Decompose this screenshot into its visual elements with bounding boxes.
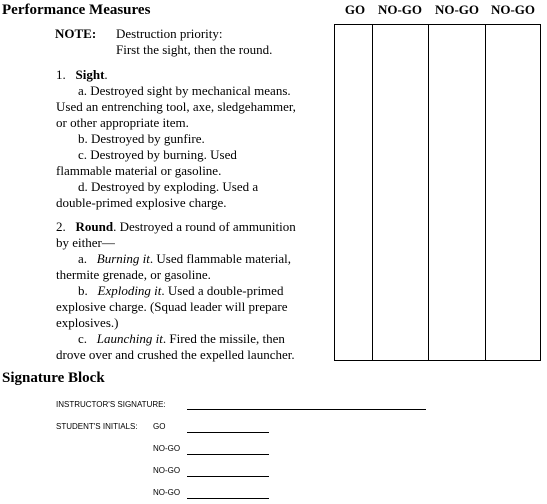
sight-heading: Sight	[75, 67, 105, 82]
sight-d-line-2: double-primed explosive charge.	[56, 195, 227, 210]
sight-a-line-2: Used an entrenching tool, axe, sledgehammer,	[56, 99, 296, 114]
round-b-line-2: explosive charge. (Squad leader will prepare	[56, 299, 288, 314]
round-c-italic: Launching it	[96, 331, 163, 346]
round-item	[56, 219, 296, 235]
round-b-italic: Exploding it	[97, 283, 162, 298]
student-nogo-line-3[interactable]	[187, 498, 269, 499]
student-go-label: GO	[153, 422, 166, 431]
sight-number: 1.	[56, 67, 66, 82]
column-header-nogo-1: NO-GO	[377, 2, 423, 17]
round-b-rest: . Used a double-primed	[161, 283, 284, 298]
round-c-rest: . Fired the missile, then	[162, 331, 285, 346]
note-line-1: Destruction priority:	[116, 26, 223, 41]
evaluation-grid	[334, 24, 541, 361]
sight-a-line-1: a. Destroyed sight by mechanical means.	[78, 83, 291, 98]
student-nogo-label-3: NO-GO	[153, 488, 181, 497]
round-b-line-1	[78, 283, 283, 299]
grid-divider	[428, 24, 429, 361]
sight-c-line-2: flammable material or gasoline.	[56, 163, 222, 178]
round-intro: . Destroyed a round of ammunition	[113, 219, 296, 234]
signature-block-title: Signature Block	[2, 370, 105, 386]
round-heading: Round	[75, 219, 114, 234]
sight-d-line-1: d. Destroyed by exploding. Used a	[78, 179, 259, 194]
note-label: NOTE:	[55, 26, 97, 41]
student-nogo-label-1: NO-GO	[153, 444, 181, 453]
column-header-nogo-3: NO-GO	[490, 2, 536, 17]
round-c-label: c.	[78, 331, 88, 346]
round-a-rest: . Used flammable material,	[149, 251, 292, 266]
round-a-label: a.	[78, 251, 88, 266]
round-a-line-2: thermite grenade, or gasoline.	[56, 267, 211, 282]
performance-measures-title: Performance Measures	[2, 2, 151, 18]
student-nogo-line-2[interactable]	[187, 476, 269, 477]
round-a-line-1	[78, 251, 291, 267]
instructor-signature-line[interactable]	[187, 409, 426, 410]
round-number: 2.	[56, 219, 66, 234]
grid-divider	[485, 24, 486, 361]
round-c-line-2: drove over and crushed the expelled launcher.	[56, 347, 295, 362]
round-c-line-1	[78, 331, 285, 347]
instructor-signature-label: INSTRUCTOR'S SIGNATURE:	[56, 400, 166, 409]
round-intro-line-2: by either—	[56, 235, 115, 250]
note-line-2: First the sight, then the round.	[116, 42, 273, 57]
student-initials-label: STUDENT'S INITIALS:	[56, 422, 138, 431]
student-nogo-label-2: NO-GO	[153, 466, 181, 475]
sight-heading-period: .	[104, 67, 108, 82]
round-a-italic: Burning it	[96, 251, 150, 266]
sight-c-line-1: c. Destroyed by burning. Used	[78, 147, 237, 162]
sight-b-line-1: b. Destroyed by gunfire.	[78, 131, 205, 146]
student-nogo-line-1[interactable]	[187, 454, 269, 455]
round-b-line-3: explosives.)	[56, 315, 119, 330]
student-go-line[interactable]	[187, 432, 269, 433]
column-header-go: GO	[344, 2, 366, 17]
sight-item	[56, 67, 108, 83]
grid-divider	[372, 24, 373, 361]
sight-a-line-3: or other appropriate item.	[56, 115, 189, 130]
round-b-label: b.	[78, 283, 88, 298]
column-header-nogo-2: NO-GO	[434, 2, 480, 17]
